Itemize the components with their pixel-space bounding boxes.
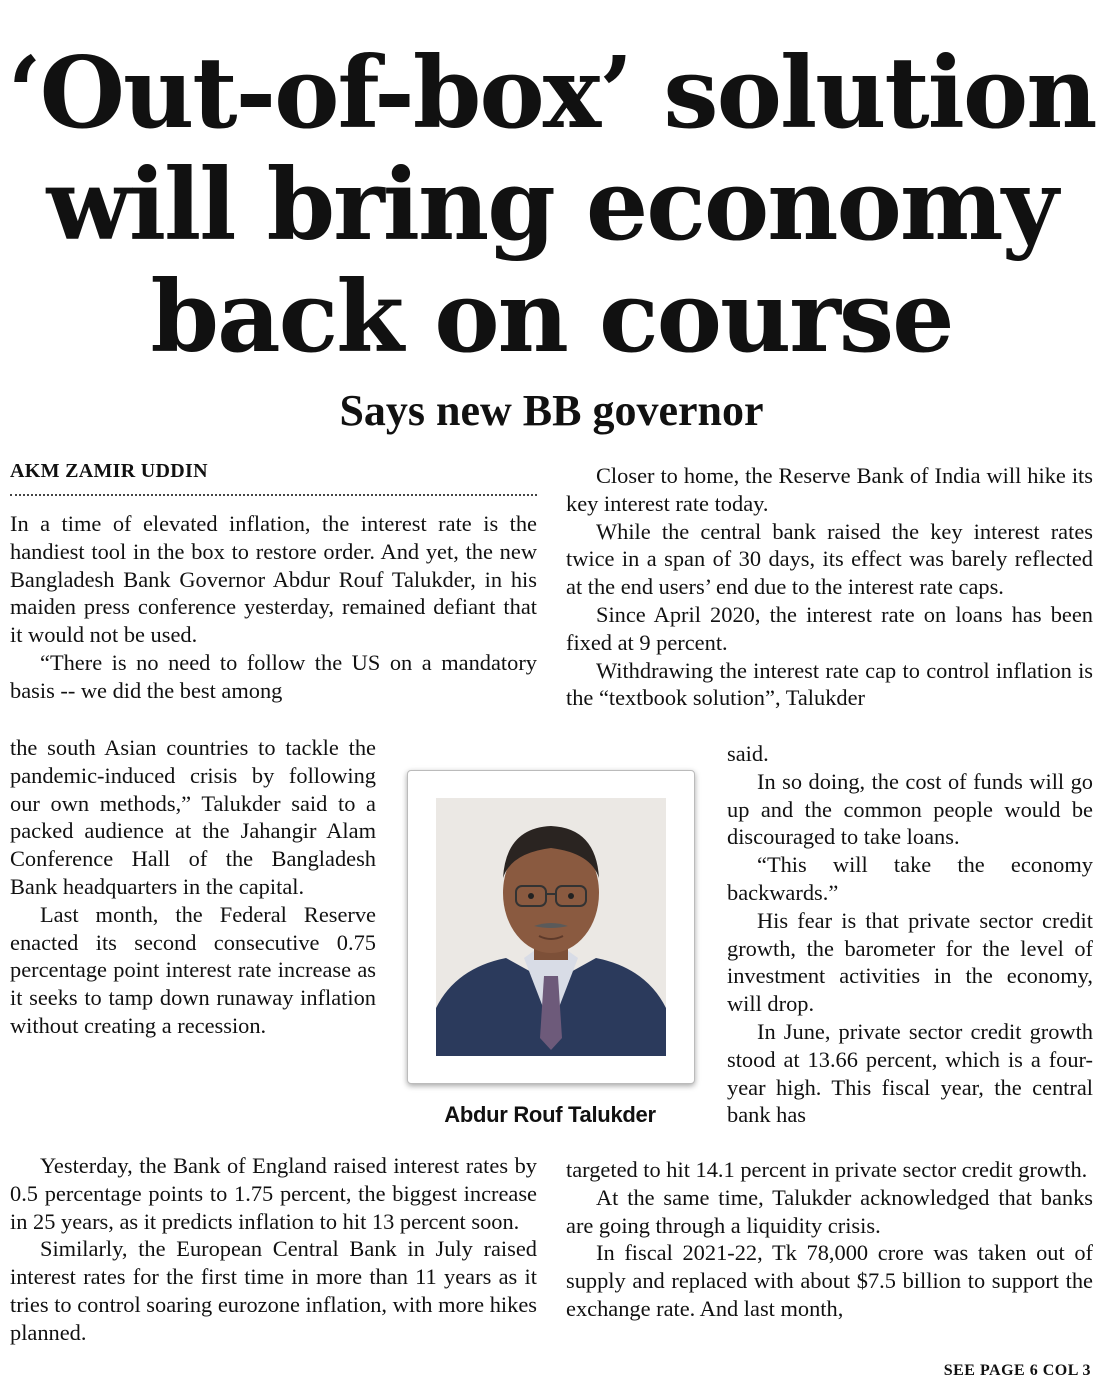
paragraph: said. xyxy=(727,741,769,766)
paragraph: Last month, the Federal Reserve enacted its second consecutive 0.75 percentage point interest rate increase as it seeks to tamp down runaway inflation without creating a recession. xyxy=(10,901,376,1038)
headline-line-1: ‘Out-of-box’ solution xyxy=(7,36,1096,151)
continuation-note: SEE PAGE 6 COL 3 xyxy=(943,1362,1091,1379)
paragraph: the south Asian countries to tackle the pandemic-induced crisis by following our own methods,” Talukder said to a packed audience at the Jahangir Alam Conference Hall of the Bangladesh Bank headquarters in the capital. xyxy=(10,735,376,899)
subheadline: Says new BB governor xyxy=(339,386,764,435)
paragraph: Since April 2020, the interest rate on loans has been fixed at 9 percent. xyxy=(566,601,1093,655)
paragraph: In June, private sector credit growth stood at 13.66 percent, which is a four-year high. This fiscal year, the central bank has xyxy=(727,1018,1093,1128)
byline: AKM ZAMIR UDDIN xyxy=(10,460,208,482)
paragraph: In so doing, the cost of funds will go up and the common people would be discouraged to take loans. xyxy=(727,768,1093,850)
paragraph: In a time of elevated inflation, the interest rate is the handiest tool in the box to restore order. And yet, the new Bangladesh Bank Governor Abdur Rouf Talukder, in his maiden press conference yesterday, remained defiant that it would not be used. xyxy=(10,511,537,648)
column-1-middle xyxy=(10,734,376,1152)
paragraph: “There is no need to follow the US on a mandatory basis -- we did the best among xyxy=(10,649,537,703)
column-2-middle xyxy=(727,740,1093,1156)
column-2-bottom xyxy=(566,1156,1093,1352)
column-1-bottom xyxy=(10,1152,537,1374)
paragraph: Yesterday, the Bank of England raised interest rates by 0.5 percentage points to 1.75 percent, the biggest increase in 25 years, as it predicts inflation to hit 13 percent soon. xyxy=(10,1153,537,1234)
paragraph: Withdrawing the interest rate cap to control inflation is the “textbook solution”, Talukder xyxy=(566,657,1093,711)
paragraph: “This will take the economy backwards.” xyxy=(727,852,1093,905)
paragraph: Closer to home, the Reserve Bank of India will hike its key interest rate today. xyxy=(566,463,1093,516)
paragraph: His fear is that private sector credit growth, the barometer for the level of investment activities in the economy, will drop. xyxy=(727,907,1093,1017)
photo-frame xyxy=(407,770,695,1084)
photo-caption: Abdur Rouf Talukder xyxy=(444,1102,656,1127)
column-2-top xyxy=(566,462,1093,740)
paragraph: Similarly, the European Central Bank in July raised interest rates for the first time in more than 11 years as it tries to control soaring eurozone inflation, with more hikes planned. xyxy=(10,1236,537,1345)
paragraph: While the central bank raised the key interest rates twice in a span of 30 days, its effect was barely reflected at the end users’ end due to the interest rate caps. xyxy=(566,518,1093,600)
headline-line-2: will bring economy xyxy=(46,148,1057,263)
paragraph: targeted to hit 14.1 percent in private sector credit growth. xyxy=(566,1157,1088,1182)
paragraph: At the same time, Talukder acknowledged that banks are going through a liquidity crisis. xyxy=(566,1184,1093,1238)
headline-line-3: back on course xyxy=(150,260,953,375)
portrait-photo xyxy=(436,798,666,1056)
paragraph: In fiscal 2021-22, Tk 78,000 crore was taken out of supply and replaced with about $7.5 billion to support the exchange rate. And last month, xyxy=(566,1240,1093,1321)
column-1-top xyxy=(10,510,537,734)
headline xyxy=(0,38,1103,374)
byline-divider xyxy=(10,494,537,496)
